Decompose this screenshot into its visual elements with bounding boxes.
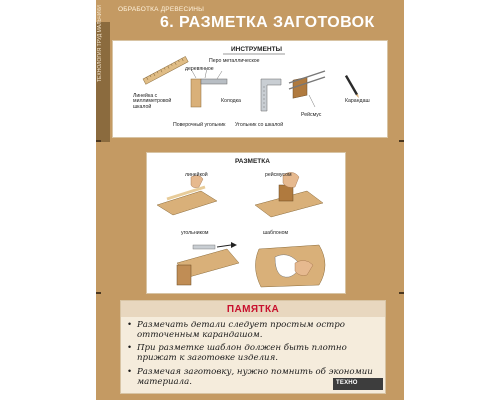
label-block: Колодка	[221, 98, 241, 104]
label-pencil: Карандаш	[345, 98, 370, 104]
edge-tick	[399, 292, 404, 294]
edge-tick	[96, 140, 101, 142]
section-label: ОБРАБОТКА ДРЕВЕСИНЫ	[118, 6, 205, 13]
tools-panel-title: ИНСТРУМЕНТЫ	[231, 46, 282, 53]
label-square: Поверочный угольник	[173, 122, 226, 128]
publisher-logo	[333, 378, 383, 390]
label-scale-square: Угольник со шкалой	[235, 122, 284, 128]
marking-illustration	[147, 153, 345, 293]
label-marking-square: угольником	[181, 230, 209, 236]
label-marking-ruler: линейкой	[185, 172, 208, 178]
publisher-logo-text: ТЕХНО	[336, 380, 358, 386]
page-title: 6. РАЗМЕТКА ЗАГОТОВОК	[160, 14, 375, 31]
label-marking-template: шаблоном	[263, 230, 289, 236]
memo-item: • Размечать детали следует простым остро отточенным карандашом.	[127, 320, 377, 340]
side-label: ТЕХНОЛОГИЯ ТРУД МАЛЬЧИКИ	[97, 5, 103, 82]
memo-title: ПАМЯТКА	[226, 304, 280, 315]
label-marking-gauge: рейсмусом	[265, 172, 292, 178]
label-ruler: Линейка с миллиметровой шкалой	[133, 93, 172, 110]
label-pen: Перо металлическое	[209, 58, 260, 64]
label-pen-wood: деревянное	[185, 66, 214, 72]
marking-panel	[146, 152, 346, 294]
marking-panel-title: РАЗМЕТКА	[235, 158, 270, 165]
memo-item: • Размечая заготовку, нужно помнить об экономии материала.	[127, 367, 377, 387]
edge-tick	[96, 292, 101, 294]
edge-tick	[399, 140, 404, 142]
tools-panel	[112, 40, 388, 138]
label-gauge: Рейсмус	[301, 112, 322, 118]
memo-item: • При разметке шаблон должен быть плотно прижат к заготовке изделия.	[127, 343, 377, 363]
